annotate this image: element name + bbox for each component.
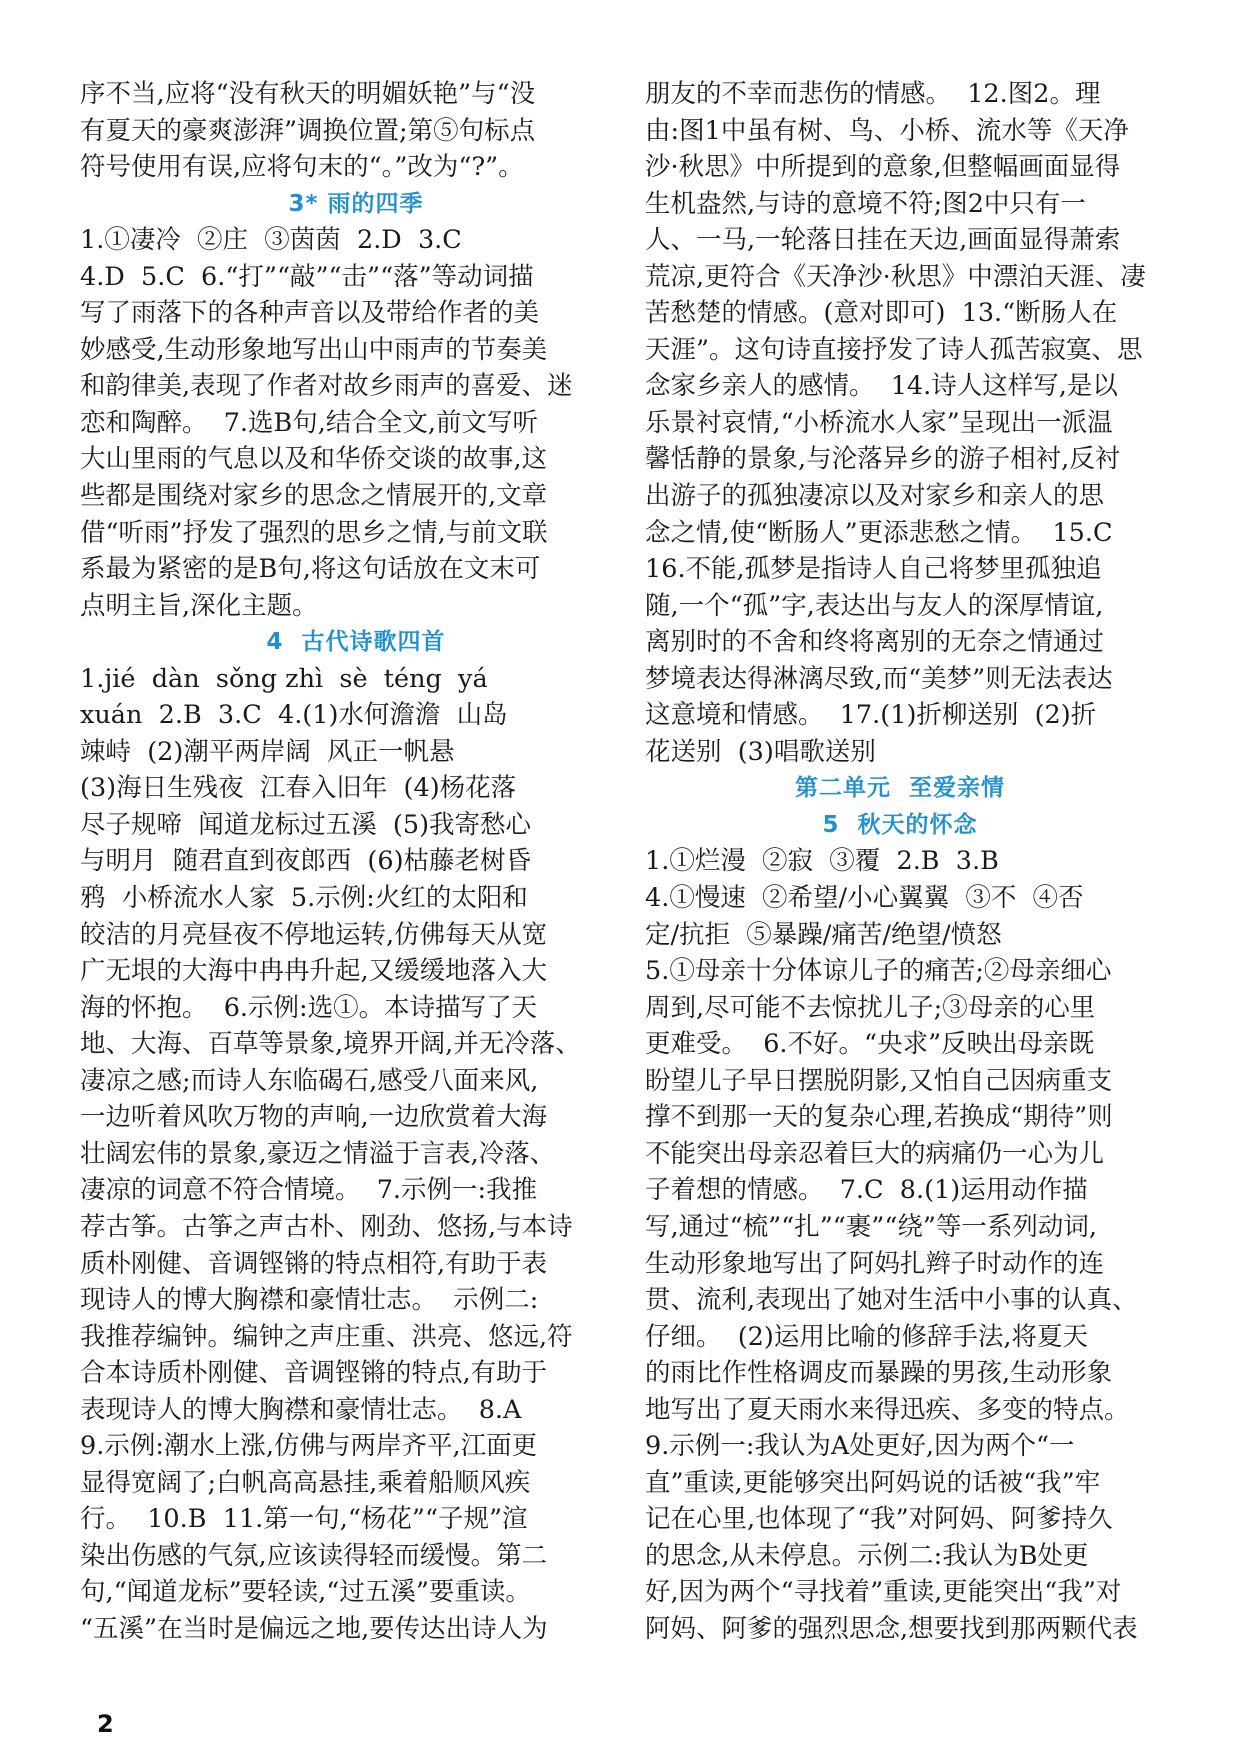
answer-line: 生动形象地写出了阿妈扎辫子时动作的连: [645, 1248, 1105, 1279]
answer-line: 离别时的不舍和终将离别的无奈之情通过: [645, 627, 1105, 658]
answer-line: 的思念,从未停息。示例二:我认为B处更: [645, 1540, 1089, 1571]
answer-line: 撑不到那一天的复杂心理,若换成“期待”则: [645, 1102, 1113, 1133]
answer-line: 恋和陶醉。 7.选B句,结合全文,前文写听: [80, 407, 538, 438]
answer-line: 更难受。 6.不好。“央求”反映出母亲既: [645, 1029, 1095, 1060]
answer-line: 广无垠的大海中冉冉升起,又缓缓地落入大: [80, 956, 548, 987]
answer-line: 馨恬静的景象,与沦落异乡的游子相衬,反衬: [645, 444, 1121, 475]
answer-line: 阿妈、阿爹的强烈思念,想要找到那两颗代表: [645, 1613, 1138, 1644]
answer-line: 系最为紧密的是B句,将这句话放在文末可: [80, 554, 541, 585]
answer-line: 染出伤感的气氛,应该读得轻而缓慢。第二: [80, 1540, 548, 1571]
answer-line: 序不当,应将“没有秋天的明媚妖艳”与“没: [80, 79, 536, 109]
answer-line: 尽子规啼 闻道龙标过五溪 (5)我寄愁心: [80, 809, 532, 840]
answer-line: xuán 2.B 3.C 4.(1)水何澹澹 山岛: [80, 700, 508, 731]
answer-line: 1.①凄冷 ②庄 ③茵茵 2.D 3.C: [80, 225, 462, 256]
answer-line: 点明主旨,深化主题。: [80, 590, 318, 621]
answer-line: 凄凉之感;而诗人东临碣石,感受八面来风,: [80, 1065, 539, 1096]
section-heading: 3* 雨的四季: [288, 190, 424, 217]
answer-line: 4.①慢速 ②希望/小心翼翼 ③不 ④否: [645, 883, 1084, 914]
page-number: 2: [97, 1710, 114, 1738]
answer-line: 荐古筝。古筝之声古朴、刚劲、悠扬,与本诗: [80, 1211, 573, 1242]
answer-line: (3)海日生残夜 江春入旧年 (4)杨花落: [80, 773, 517, 804]
answer-line: 符号使用有误,应将句末的“。”改为“?”。: [80, 152, 524, 183]
answer-line: 仔细。 (2)运用比喻的修辞手法,将夏天: [645, 1321, 1088, 1352]
answer-line: 花送别 (3)唱歌送别: [645, 736, 876, 767]
answer-line: 地写出了夏天雨水来得迅疾、多变的特点。: [645, 1394, 1130, 1425]
answer-line: 海的怀抱。 6.示例:选①。本诗描写了天: [80, 992, 538, 1023]
answer-line: 生机盎然,与诗的意境不符;图2中只有一: [645, 188, 1086, 219]
answer-line: 1.jié dàn sǒng zhì sè téng yá: [80, 663, 488, 694]
answer-line: 朋友的不幸而悲伤的情感。 12.图2。理: [645, 79, 1101, 109]
answer-line: 和韵律美,表现了作者对故乡雨声的喜爱、迷: [80, 371, 573, 402]
answer-line: 行。 10.B 11.第一句,“杨花”“子规”渲: [80, 1504, 528, 1535]
answer-line: 随,一个“孤”字,表达出与友人的深厚情谊,: [645, 590, 1104, 621]
section-heading: 第二单元 至爱亲情: [794, 775, 1005, 802]
answer-line: 4.D 5.C 6.“打”“敲”“击”“落”等动词描: [80, 261, 534, 292]
answer-line: 9.示例:潮水上涨,仿佛与两岸齐平,江面更: [80, 1431, 538, 1462]
answer-line: 壮阔宏伟的景象,豪迈之情溢于言表,冷落、: [80, 1138, 556, 1169]
answer-line: 句,“闻道龙标”要轻读,“过五溪”要重读。: [80, 1577, 531, 1608]
answer-line: 5.①母亲十分体谅儿子的痛苦;②母亲细心: [645, 956, 1112, 987]
answer-line: 念家乡亲人的感情。 14.诗人这样写,是以: [645, 371, 1118, 402]
answer-line: 合本诗质朴刚健、音调铿锵的特点,有助于: [80, 1358, 548, 1389]
answer-line: 直”重读,更能够突出阿妈说的话被“我”牢: [645, 1467, 1101, 1498]
answer-line: 不能突出母亲忍着巨大的病痛仍一心为儿: [645, 1138, 1105, 1169]
answer-line: 现诗人的博大胸襟和豪情壮志。 示例二:: [80, 1285, 539, 1316]
answer-line: 周到,尽可能不去惊扰儿子;③母亲的心里: [645, 992, 1096, 1023]
answer-line: 皎洁的月亮昼夜不停地运转,仿佛每天从宽: [80, 919, 548, 950]
answer-line: 与明月 随君直到夜郎西 (6)枯藤老树昏: [80, 846, 532, 877]
answer-line: 念之情,使“断肠人”更添悲愁之情。 15.C: [645, 517, 1113, 548]
answer-line: 盼望儿子早日摆脱阴影,又怕自己因病重支: [645, 1065, 1113, 1096]
answer-line: 苦愁楚的情感。(意对即可) 13.“断肠人在: [645, 298, 1118, 329]
answer-line: 质朴刚健、音调铿锵的特点相符,有助于表: [80, 1248, 548, 1279]
answer-line: 妙感受,生动形象地写出山中雨声的节奏美: [80, 334, 548, 365]
section-heading: 4 古代诗歌四首: [266, 629, 446, 656]
answer-line: 荒凉,更符合《天净沙·秋思》中漂泊天涯、凄: [645, 261, 1146, 292]
answer-line: 子着想的情感。 7.C 8.(1)运用动作描: [645, 1175, 1088, 1206]
answer-line: 这意境和情感。 17.(1)折柳送别 (2)折: [645, 700, 1097, 731]
answer-line: 好,因为两个“寻找着”重读,更能突出“我”对: [645, 1577, 1122, 1608]
answer-line: 些都是围绕对家乡的思念之情展开的,文章: [80, 481, 548, 512]
right-column: [645, 76, 1155, 1648]
answer-line: 我推荐编钟。编钟之声庄重、洪亮、悠远,符: [80, 1321, 573, 1352]
answer-line: 借“听雨”抒发了强烈的思乡之情,与前文联: [80, 517, 548, 548]
answer-line: 出游子的孤独凄凉以及对家乡和亲人的思: [645, 481, 1105, 512]
answer-line: 大山里雨的气息以及和华侨交谈的故事,这: [80, 444, 548, 475]
answer-line: 梦境表达得淋漓尽致,而“美梦”则无法表达: [645, 663, 1113, 694]
answer-line: 表现诗人的博大胸襟和豪情壮志。 8.A: [80, 1394, 522, 1425]
answer-line: 写了雨落下的各种声音以及带给作者的美: [80, 298, 540, 329]
answer-line: 天涯”。这句诗直接抒发了诗人孤苦寂寞、思: [645, 334, 1143, 365]
answer-line: 鸦 小桥流水人家 5.示例:火红的太阳和: [80, 883, 528, 914]
answer-line: 的雨比作性格调皮而暴躁的男孩,生动形象: [645, 1358, 1113, 1389]
answer-line: “五溪”在当时是偏远之地,要传达出诗人为: [80, 1613, 548, 1644]
answer-line: 沙·秋思》中所提到的意象,但整幅画面显得: [645, 152, 1121, 183]
answer-line: 贯、流利,表现出了她对生活中小事的认真、: [645, 1285, 1138, 1316]
answer-line: 竦峙 (2)潮平两岸阔 风正一帆悬: [80, 736, 455, 767]
answer-line: 9.示例一:我认为A处更好,因为两个“一: [645, 1431, 1075, 1462]
answer-line: 有夏天的豪爽澎湃”调换位置;第⑤句标点: [80, 115, 536, 146]
answer-line: 一边听着风吹万物的声响,一边欣赏着大海: [80, 1102, 548, 1133]
left-column: [80, 76, 632, 1648]
answer-line: 显得宽阔了;白帆高高悬挂,乘着船顺风疾: [80, 1467, 531, 1498]
answer-line: 地、大海、百草等景象,境界开阔,并无冷落、: [80, 1029, 581, 1060]
answer-line: 写,通过“梳”“扎”“裹”“绕”等一系列动词,: [645, 1211, 1098, 1242]
answer-line: 凄凉的词意不符合情境。 7.示例一:我推: [80, 1175, 538, 1206]
answer-line: 定/抗拒 ⑤暴躁/痛苦/绝望/愤怒: [645, 919, 1002, 950]
answer-line: 由:图1中虽有树、鸟、小桥、流水等《天净: [645, 115, 1129, 146]
section-heading: 5 秋天的怀念: [822, 811, 978, 838]
answer-line: 16.不能,孤梦是指诗人自己将梦里孤独追: [645, 554, 1102, 585]
answer-line: 人、一马,一轮落日挂在天边,画面显得萧索: [645, 225, 1121, 256]
answer-line: 乐景衬哀情,“小桥流水人家”呈现出一派温: [645, 407, 1113, 438]
answer-line: 记在心里,也体现了“我”对阿妈、阿爹持久: [645, 1504, 1113, 1535]
answer-line: 1.①烂漫 ②寂 ③覆 2.B 3.B: [645, 846, 999, 877]
